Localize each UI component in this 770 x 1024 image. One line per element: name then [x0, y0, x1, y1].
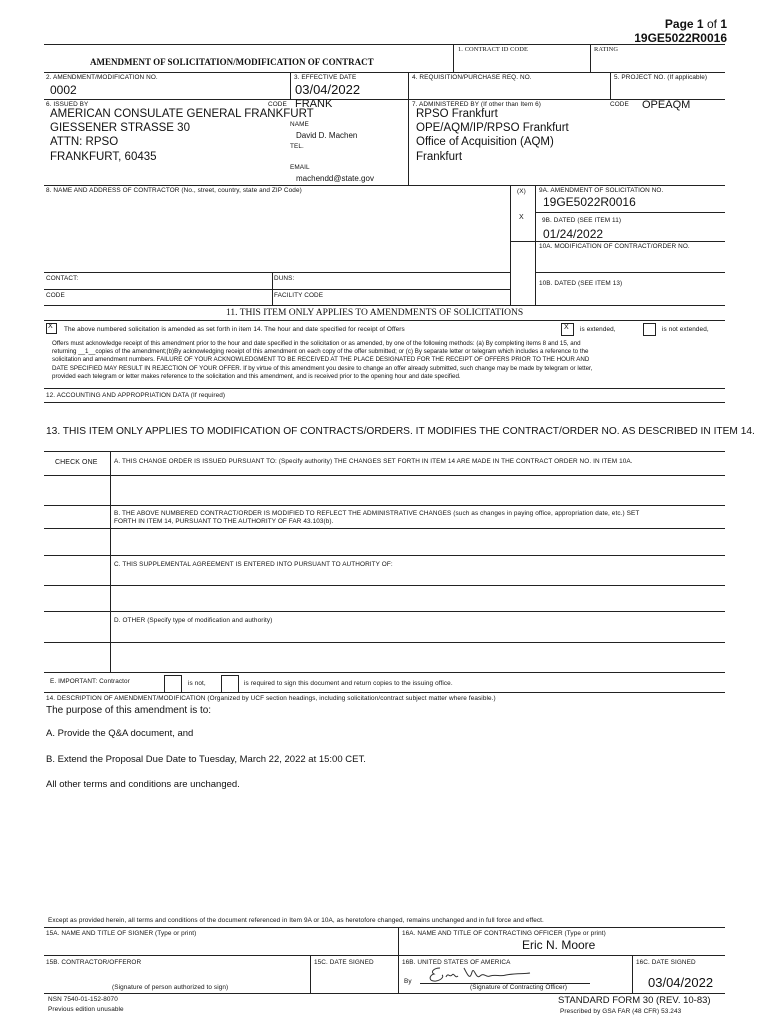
document-id: 19GE5022R0016 — [634, 31, 727, 45]
usa-label: 16B. UNITED STATES OF AMERICA — [402, 959, 511, 966]
description-line-1: The purpose of this amendment is to: — [46, 705, 212, 716]
contracting-officer-name: Eric N. Moore — [522, 938, 596, 952]
date-signed-16c-value: 03/04/2022 — [648, 975, 714, 990]
para-line: DATE SPECIFIED MAY RESULT IN REJECTION OF YOUR OFFER. If by virtue of this amendment you desire to change an offer already submitted, such change may be made by telegram or letter, — [52, 364, 593, 372]
item-11-title: 11. THIS ITEM ONLY APPLIES TO AMENDMENTS OF SOLICITATIONS — [226, 308, 524, 318]
is-extended-label: is extended, — [580, 326, 616, 333]
para-line: Offers must acknowledge receipt of this amendment prior to the hour and date specified in the solicitation or as amended, by one of the following methods: (a) By completing items 8 and 15, and — [52, 340, 581, 347]
issued-by-label: 6. ISSUED BY — [46, 101, 89, 108]
issued-line-3: ATTN: RPSO — [50, 136, 119, 148]
item-13c-text: C. THIS SUPPLEMENTAL AGREEMENT IS ENTERED INTO PURSUANT TO AUTHORITY OF: — [114, 561, 393, 568]
dated-10b-label: 10B. DATED (SEE ITEM 13) — [539, 280, 623, 287]
amendment-no-value: 0002 — [50, 83, 77, 97]
issued-line-4: FRANKFURT, 60435 — [50, 151, 157, 163]
is-not-label: is not, — [188, 680, 206, 687]
contact-label: CONTACT: — [46, 275, 79, 282]
dated-9b-label: 9B. DATED (SEE ITEM 11) — [542, 217, 622, 224]
admin-code-label: CODE — [610, 101, 629, 108]
signature-officer-caption: (Signature of Contracting Officer) — [470, 984, 568, 991]
dated-9b-value: 01/24/2022 — [543, 227, 604, 241]
effective-date-value: 03/04/2022 — [295, 82, 361, 97]
not-extended-checkbox[interactable] — [643, 323, 656, 336]
para-line: provided each telegram or letter makes reference to the solicitation and this amendment, and is received prior to the opening hour and date specified. — [52, 372, 461, 380]
is-not-checkbox[interactable] — [164, 675, 182, 693]
check-mark: X — [564, 324, 569, 331]
form-title: AMENDMENT OF SOLICITATION/MODIFICATION OF CONTRACT — [90, 57, 374, 67]
check-mark: X — [48, 323, 53, 330]
contractor-label: 8. NAME AND ADDRESS OF CONTRACTOR (No., street, country, state and ZIP Code) — [46, 187, 302, 194]
signer-label: 15A. NAME AND TITLE OF SIGNER (Type or print) — [46, 930, 197, 937]
signature-person-caption: (Signature of person authorized to sign) — [112, 984, 229, 991]
para-line: solicitation and amendment numbers. FAILURE OF YOUR ACKNOWLEDGMENT TO BE RECEIVED AT THE PLACE DESIGNATED FOR THE RECEIPT OF OFFERS PRIOR TO THE HOUR AND — [52, 356, 590, 364]
issued-tel-label: TEL. — [290, 143, 304, 150]
gsa-prescribed: Prescribed by GSA FAR (48 CFR) 53.243 — [560, 1008, 682, 1015]
contract-id-label: 1. CONTRACT ID CODE — [458, 46, 528, 53]
item-9b-check: X — [519, 214, 524, 221]
contractor-code-label: CODE — [46, 292, 65, 299]
contracting-officer-label: 16A. NAME AND TITLE OF CONTRACTING OFFICER (Type or print) — [402, 930, 606, 937]
modification-10a-label: 10A. MODIFICATION OF CONTRACT/ORDER NO. — [539, 243, 690, 250]
issued-email-label: EMAIL — [290, 164, 310, 171]
issued-name-value: David D. Machen — [296, 131, 358, 140]
admin-code-value: OPEAQM — [642, 99, 691, 111]
is-required-label: is required to sign this document and return copies to the issuing office. — [244, 680, 453, 687]
issued-email-value: machendd@state.gov — [296, 174, 374, 183]
issued-line-2: GIESSENER STRASSE 30 — [50, 122, 190, 134]
para-line: returning __1__copies of the amendment;(b)By acknowledging receipt of this amendment on each copy of the offer submitted; or (c) By separate letter or telegram which includes a reference to the — [52, 348, 589, 356]
important-label: E. IMPORTANT: Contractor — [50, 678, 130, 685]
accounting-data-label: 12. ACCOUNTING AND APPROPRIATION DATA (If required) — [46, 392, 226, 399]
administered-by-label: 7. ADMINISTERED BY (If other than Item 6) — [412, 101, 541, 108]
admin-line-3: Office of Acquisition (AQM) — [416, 136, 554, 148]
date-signed-16c-label: 16C. DATE SIGNED — [636, 959, 696, 966]
nsn-number: NSN 7540-01-152-8070 — [48, 996, 118, 1003]
item-13-title: 13. THIS ITEM ONLY APPLIES TO MODIFICATION OF CONTRACTS/ORDERS. IT MODIFIES THE CONTRACT/ORDER NO. AS DESCRIBED IN ITEM 14. — [46, 426, 755, 437]
issued-name-label: NAME — [290, 121, 309, 128]
standard-form-label: STANDARD FORM 30 (REV. 10-83) — [558, 995, 711, 1006]
date-signed-15c-label: 15C. DATE SIGNED — [314, 959, 374, 966]
is-required-checkbox[interactable] — [221, 675, 239, 693]
item-13b-text-1: B. THE ABOVE NUMBERED CONTRACT/ORDER IS MODIFIED TO REFLECT THE ADMINISTRATIVE CHANGES (such as changes in paying office, appropriation date, etc.) SET — [114, 510, 640, 517]
item-13d-text: D. OTHER (Specify type of modification and authority) — [114, 617, 273, 624]
item-13b-text-2: FORTH IN ITEM 14, PURSUANT TO THE AUTHORITY OF FAR 43.103(b). — [114, 518, 334, 525]
duns-label: DUNS: — [274, 275, 295, 282]
previous-edition: Previous edition unusable — [48, 1006, 124, 1013]
amendment-solicitation-value: 19GE5022R0016 — [543, 195, 636, 209]
issued-code-label: CODE — [268, 101, 287, 108]
issued-code-value: FRANK — [295, 98, 333, 110]
page-indicator: Page 1 of 1 — [664, 17, 727, 31]
amendment-no-label: 2. AMENDMENT/MODIFICATION NO. — [46, 74, 158, 81]
rating-label: RATING — [594, 46, 619, 53]
item-13a-text: A. THIS CHANGE ORDER IS ISSUED PURSUANT TO: (Specify authority) THE CHANGES SET FORTH IN ITEM 14 ARE MADE IN THE CONTRACT ORDER NO. IN ITEM 10A. — [114, 458, 633, 465]
item-11-statement: The above numbered solicitation is amended as set forth in item 14. The hour and date specified for receipt of Offers — [64, 326, 405, 333]
description-line-4: All other terms and conditions are unchanged. — [46, 779, 240, 790]
by-label: By — [404, 978, 412, 985]
amendment-solicitation-label: 9A. AMENDMENT OF SOLICITATION NO. — [539, 187, 664, 194]
admin-line-1: RPSO Frankfurt — [416, 108, 498, 120]
admin-line-4: Frankfurt — [416, 151, 463, 163]
issued-line-1: AMERICAN CONSULATE GENERAL FRANKFURT — [50, 108, 314, 120]
description-label: 14. DESCRIPTION OF AMENDMENT/MODIFICATION (Organized by UCF section headings, including solicitation/contract subject matter where feasible.) — [46, 695, 496, 702]
description-line-3: B. Extend the Proposal Due Date to Tuesday, March 22, 2022 at 15:00 CET. — [46, 754, 366, 765]
project-no-label: 5. PROJECT NO. (If applicable) — [614, 74, 708, 81]
facility-code-label: FACILITY CODE — [274, 292, 324, 299]
item-11-paragraph — [52, 340, 722, 381]
effective-date-label: 3. EFFECTIVE DATE — [294, 74, 357, 81]
x-column-label: (X) — [517, 188, 526, 195]
contractor-offeror-label: 15B. CONTRACTOR/OFFEROR — [46, 959, 142, 966]
check-one-label: CHECK ONE — [55, 459, 98, 466]
admin-line-2: OPE/AQM/IP/RPSO Frankfurt — [416, 122, 569, 134]
not-extended-label: is not extended, — [662, 326, 709, 333]
requisition-label: 4. REQUISITION/PURCHASE REQ. NO. — [412, 74, 532, 81]
description-line-2: A. Provide the Q&A document, and — [46, 728, 194, 739]
except-statement: Except as provided herein, all terms and conditions of the document referenced in Item 9A or 10A, as heretofore changed, remains unchanged and in full force and effect. — [48, 917, 544, 924]
